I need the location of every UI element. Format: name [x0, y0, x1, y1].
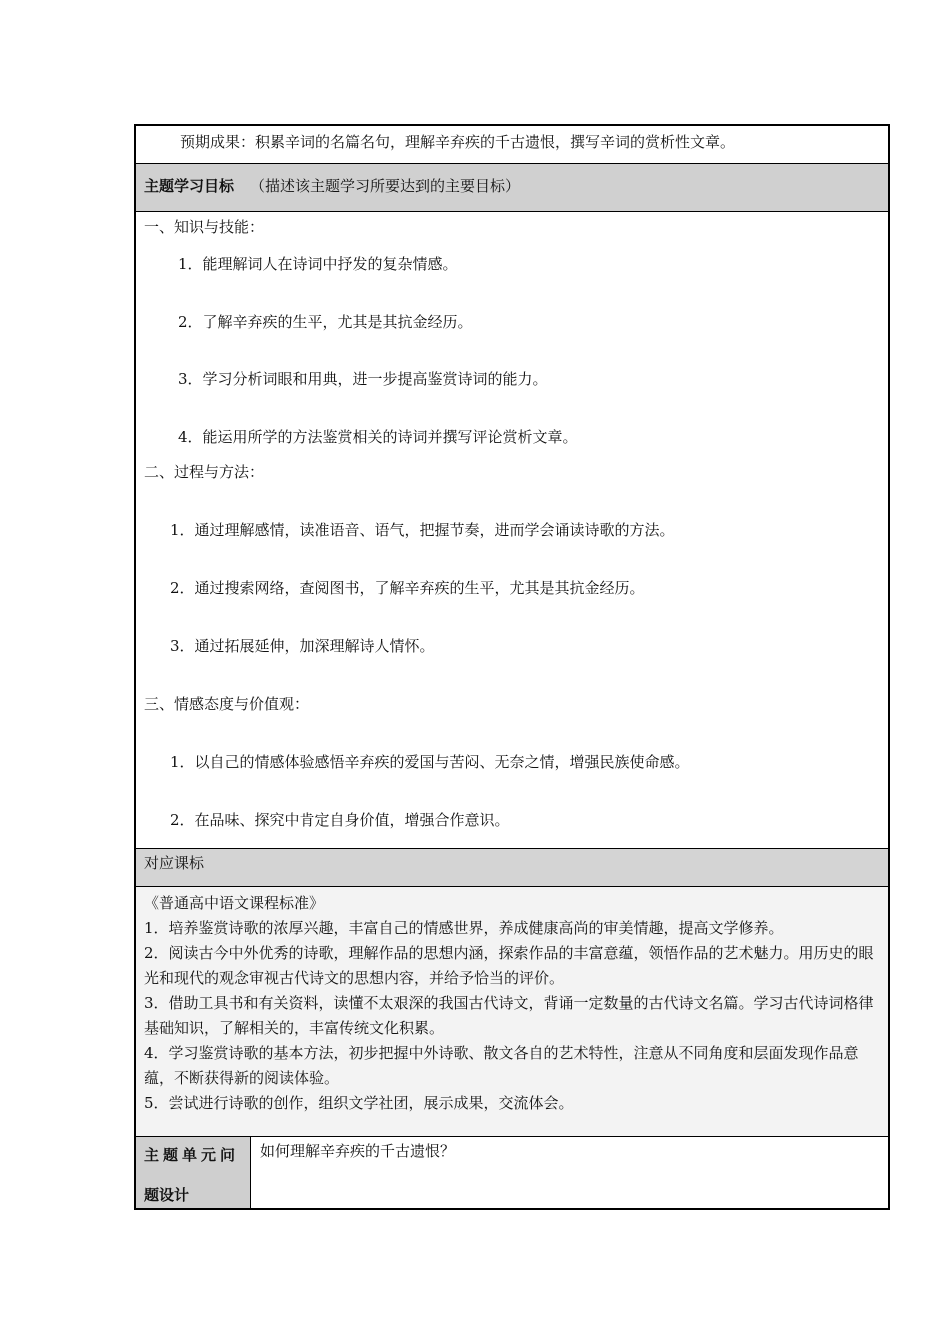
- goal-item: 1．以自己的情感体验感悟辛弃疾的爱国与苦闷、无奈之情，增强民族使命感。: [170, 753, 690, 771]
- goal-item: 1．能理解词人在诗词中抒发的复杂情感。: [178, 255, 458, 273]
- goal-item: 2．通过搜索网络，查阅图书，了解辛弃疾的生平，尤其是其抗金经历。: [170, 579, 645, 597]
- expected-results-row: [134, 124, 890, 164]
- expected-results-text: 预期成果：积累辛词的名篇名句，理解辛弃疾的千古遗恨，撰写辛词的赏析性文章。: [180, 133, 736, 151]
- standard-item: 5．尝试进行诗歌的创作，组织文学社团，展示成果，交流体会。: [144, 1094, 574, 1112]
- section-title-knowledge: 一、知识与技能：: [144, 218, 265, 236]
- unit-question-label-line2: 题设计: [144, 1186, 190, 1204]
- standards-title: 《普通高中语文课程标准》: [144, 894, 325, 912]
- unit-question-label-cell: [136, 1137, 251, 1208]
- standard-item: 2．阅读古今中外优秀的诗歌，理解作品的思想内涵，探索作品的丰富意蕴，领悟作品的艺术魅力。用历史的眼光和现代的观念审视古代诗文的思想内容，并给予恰当的评价。: [144, 944, 874, 987]
- standards-header-row: [134, 849, 890, 887]
- standard-item: 1．培养鉴赏诗歌的浓厚兴趣，丰富自己的情感世界，养成健康高尚的审美情趣，提高文学修养。: [144, 919, 784, 937]
- goal-item: 2．在品味、探究中肯定自身价值，增强合作意识。: [170, 811, 510, 829]
- goals-header-description: （描述该主题学习所要达到的主要目标）: [250, 177, 521, 195]
- goals-header-label: 主题学习目标: [144, 177, 235, 195]
- section-title-process: 二、过程与方法：: [144, 463, 265, 481]
- unit-question-label-line1: 主题单元问: [144, 1146, 240, 1164]
- standard-item: 4．学习鉴赏诗歌的基本方法，初步把握中外诗歌、散文各自的艺术特性，注意从不同角度和层面发现作品意蕴，不断获得新的阅读体验。: [144, 1044, 859, 1087]
- unit-question-row: [134, 1137, 890, 1210]
- goals-header-row: [134, 164, 890, 212]
- goals-content: [134, 212, 890, 849]
- standards-paragraph: [144, 891, 874, 1116]
- standard-item: 3．借助工具书和有关资料，读懂不太艰深的我国古代诗文，背诵一定数量的古代诗文名篇。学习古代诗词格律基础知识，了解相关的，丰富传统文化积累。: [144, 994, 874, 1037]
- goal-item: 4．能运用所学的方法鉴赏相关的诗词并撰写评论赏析文章。: [178, 428, 578, 446]
- standards-content: [134, 887, 890, 1137]
- goal-item: 3．通过拓展延伸，加深理解诗人情怀。: [170, 637, 435, 655]
- section-title-attitude: 三、情感态度与价值观：: [144, 695, 310, 713]
- standards-header-label: 对应课标: [144, 854, 205, 872]
- unit-question-text: 如何理解辛弃疾的千古遗恨？: [260, 1142, 456, 1160]
- goal-item: 2．了解辛弃疾的生平，尤其是其抗金经历。: [178, 313, 473, 331]
- goal-item: 3．学习分析词眼和用典，进一步提高鉴赏诗词的能力。: [178, 370, 548, 388]
- goal-item: 1．通过理解感情，读准语音、语气，把握节奏，进而学会诵读诗歌的方法。: [170, 521, 675, 539]
